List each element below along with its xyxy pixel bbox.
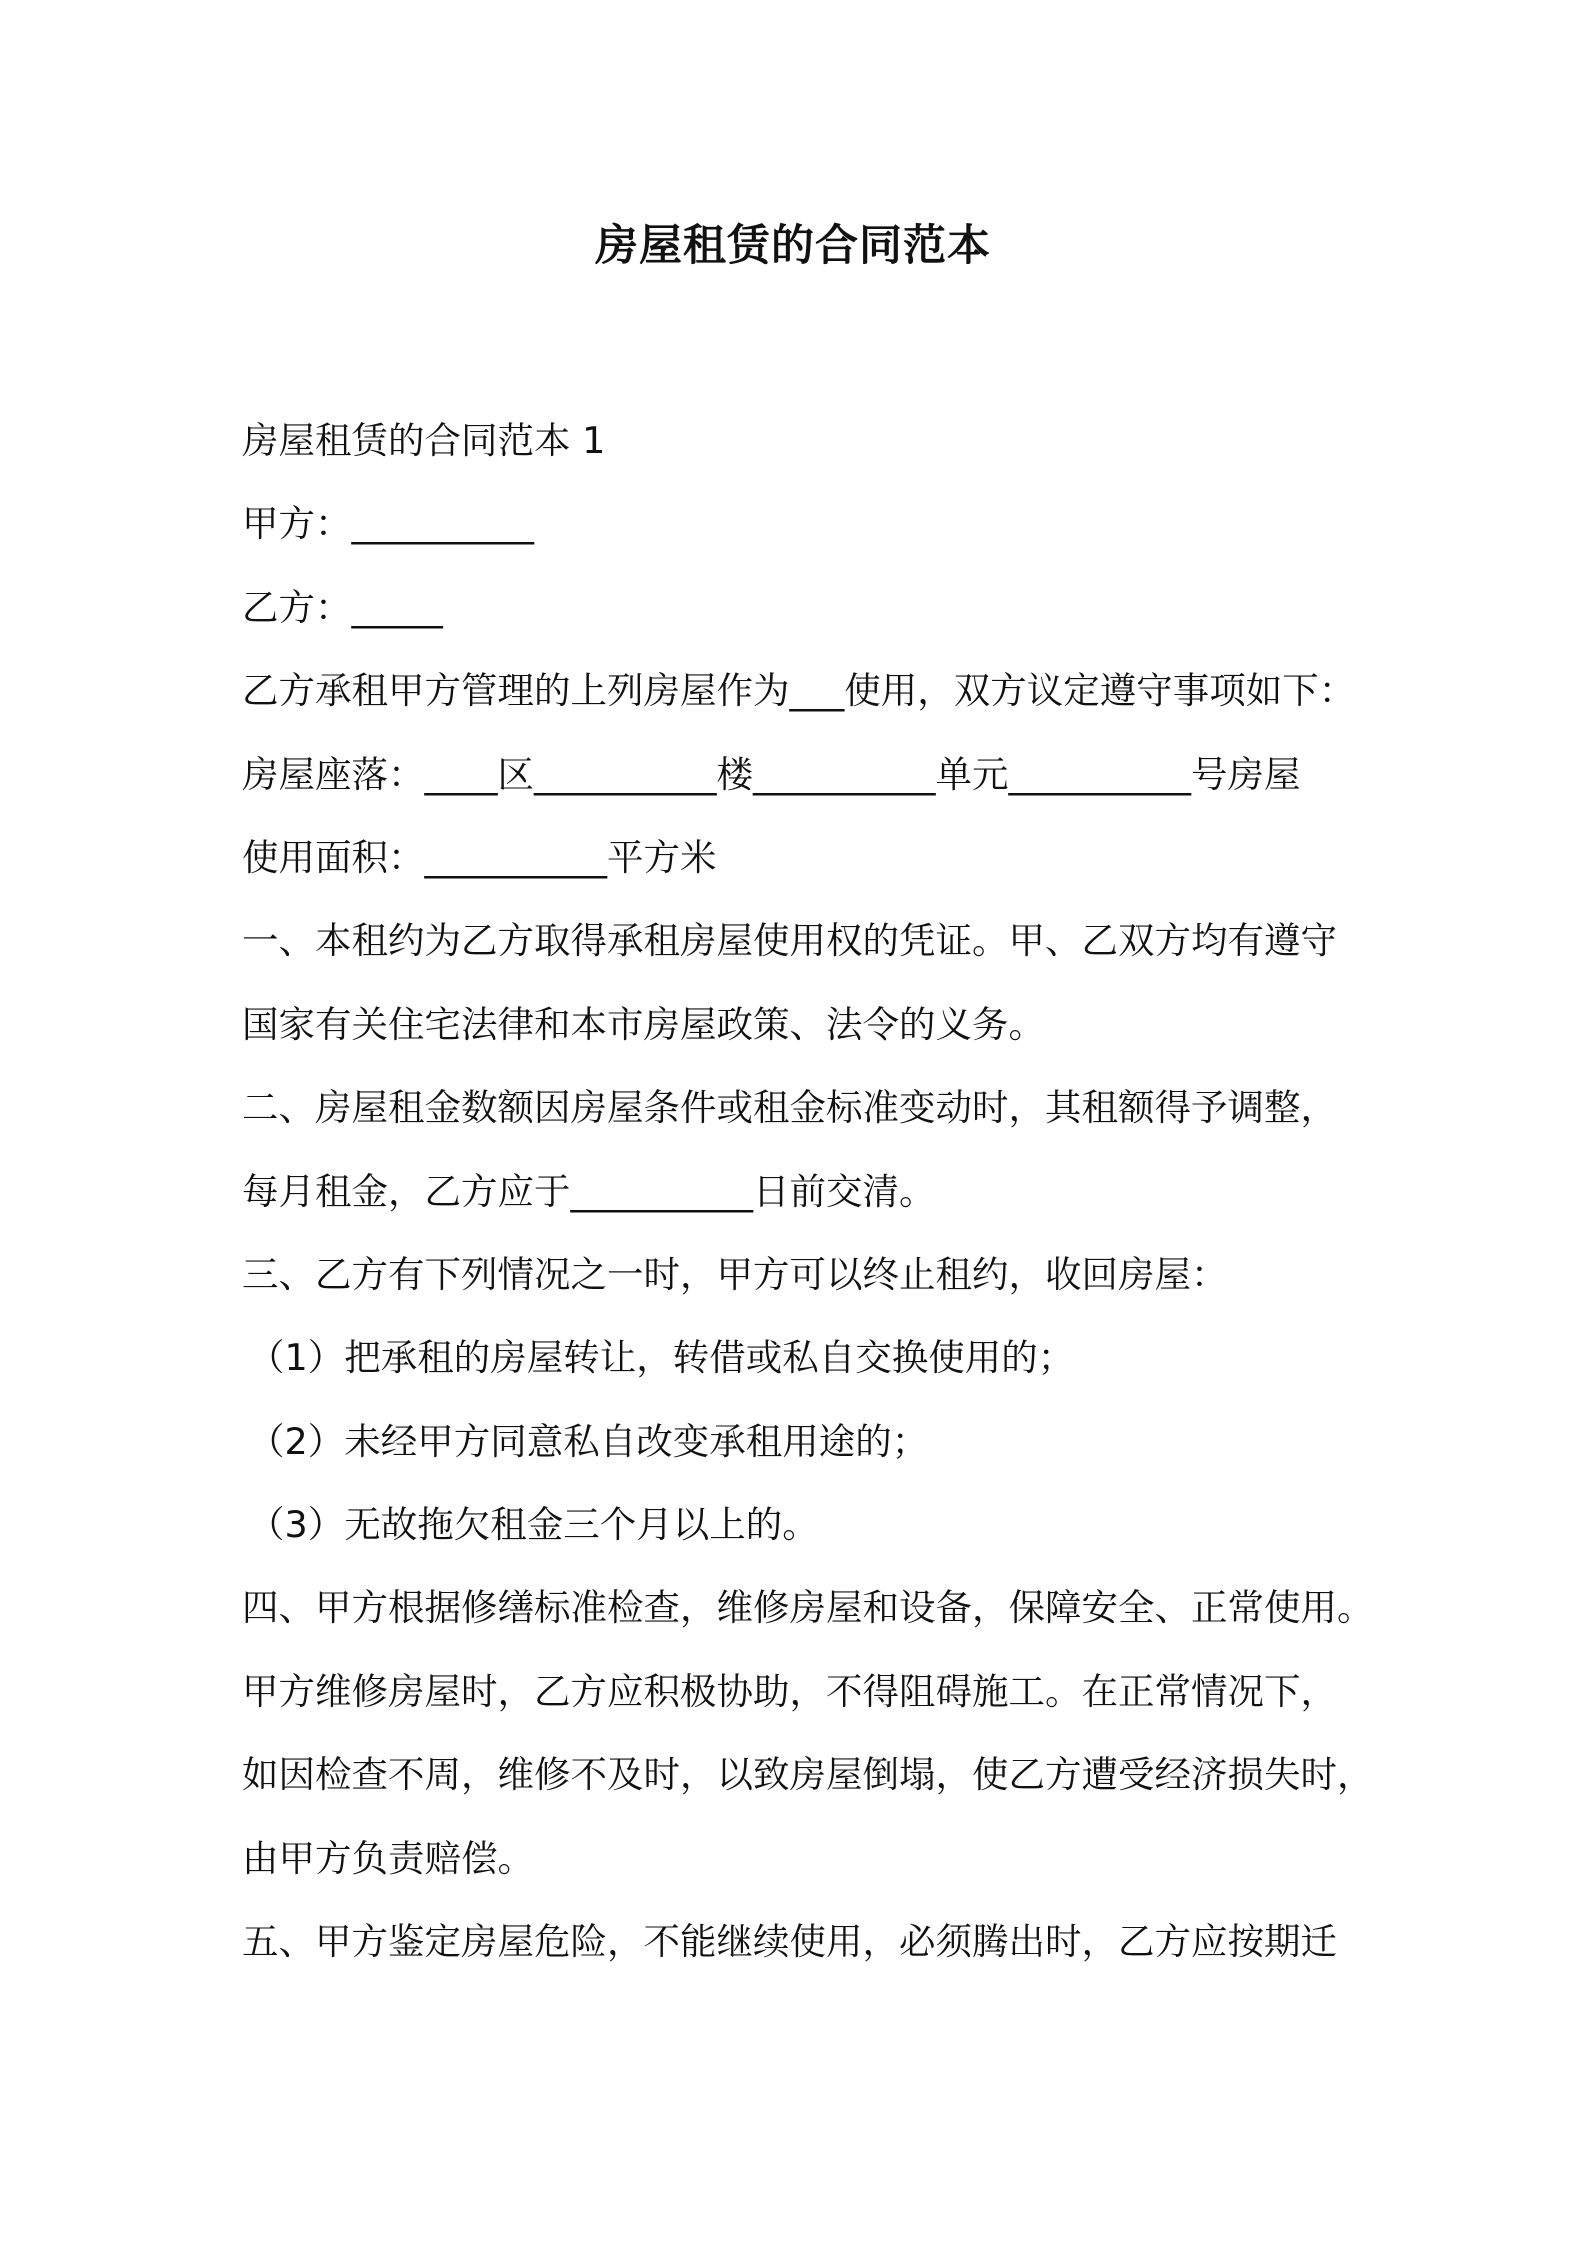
clause-1-line: 一、本租约为乙方取得承租房屋使用权的凭证。甲、乙双方均有遵守 (242, 919, 1337, 963)
clause-3-item: （2）未经甲方同意私自改变承租用途的； (248, 1419, 929, 1463)
clause-3-line: 三、乙方有下列情况之一时，甲方可以终止租约，收回房屋： (242, 1252, 1228, 1296)
address-line: 房屋座落：____区__________楼__________单元__________号房屋 (242, 752, 1301, 796)
section-heading: 房屋租赁的合同范本 1 (242, 419, 606, 462)
clause-4-line: 四、甲方根据修缮标准检查，维修房屋和设备，保障安全、正常使用。 (242, 1586, 1374, 1630)
clause-2-line: 每月租金，乙方应于__________日前交清。 (242, 1169, 936, 1213)
clause-1-line: 国家有关住宅法律和本市房屋政策、法令的义务。 (242, 1002, 1045, 1046)
clause-4-line: 由甲方负责赔偿。 (242, 1836, 534, 1880)
clause-3-item: （3）无故拖欠租金三个月以上的。 (248, 1503, 819, 1547)
clause-5-line: 五、甲方鉴定房屋危险，不能继续使用，必须腾出时，乙方应按期迁 (242, 1920, 1337, 1964)
text-line: 乙方承租甲方管理的上列房屋作为___使用，双方议定遵守事项如下： (242, 669, 1356, 713)
area-line: 使用面积：__________平方米 (242, 835, 717, 879)
document-title: 房屋租赁的合同范本 (595, 221, 991, 271)
document-body (242, 414, 1374, 1998)
clause-2-line: 二、房屋租金数额因房屋条件或租金标准变动时，其租额得予调整， (242, 1086, 1337, 1130)
party-b-line: 乙方：_____ (242, 585, 443, 629)
clause-4-line: 甲方维修房屋时，乙方应积极协助，不得阻碍施工。在正常情况下， (242, 1669, 1337, 1713)
clause-3-item: （1）把承租的房屋转让，转借或私自交换使用的； (248, 1336, 1075, 1380)
party-a-line: 甲方：__________ (242, 502, 534, 546)
clause-4-line: 如因检查不周，维修不及时，以致房屋倒塌，使乙方遭受经济损失时， (242, 1753, 1374, 1797)
